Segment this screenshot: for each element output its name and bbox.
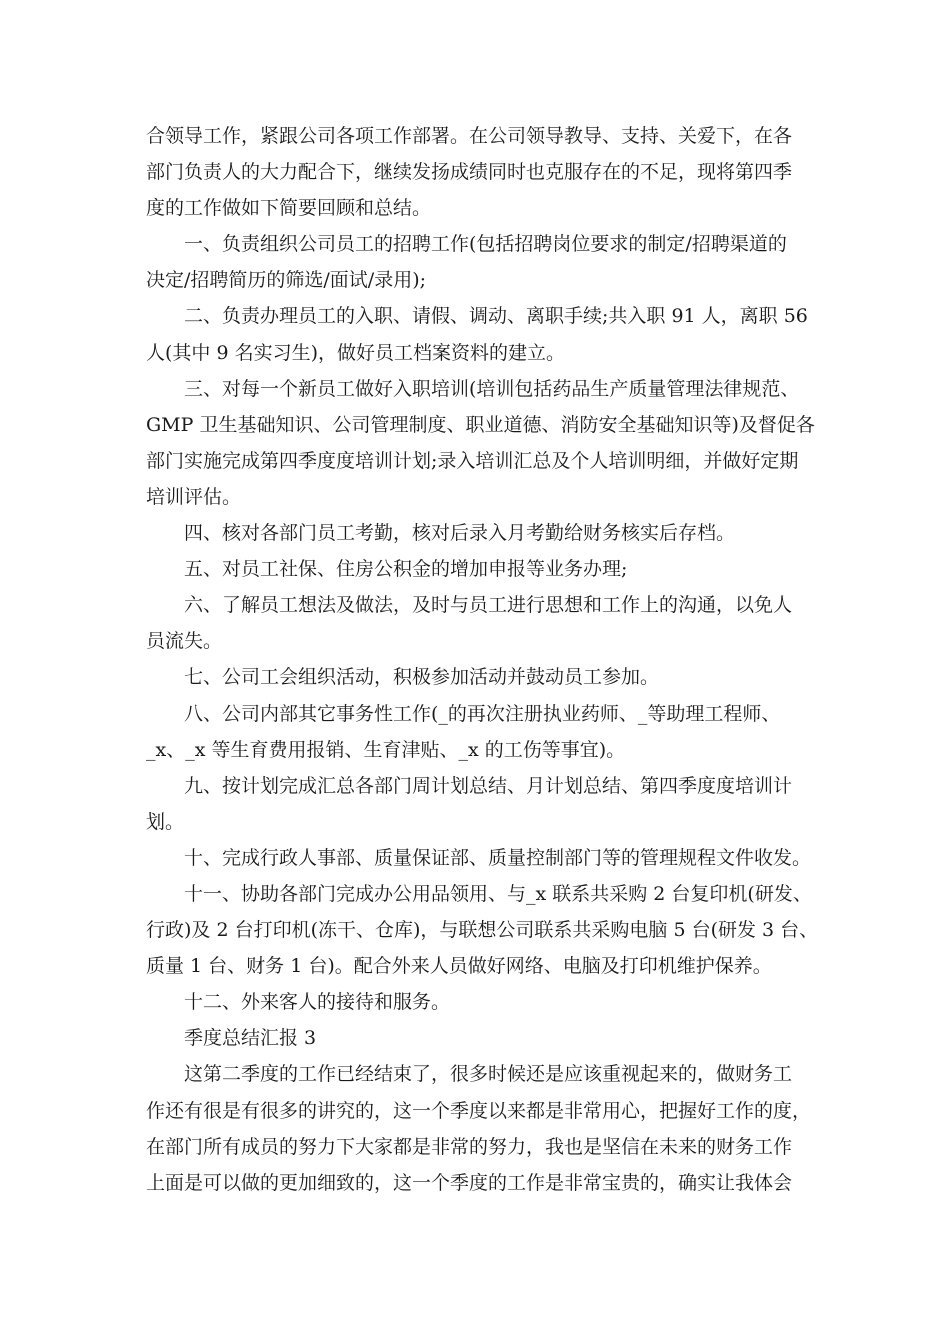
text-line: 二、负责办理员工的入职、请假、调动、离职手续;共入职 91 人，离职 56 bbox=[184, 305, 808, 328]
text-line: 八、公司内部其它事务性工作(_的再次注册执业药师、_等助理工程师、 bbox=[184, 702, 781, 725]
text-line: 在部门所有成员的努力下大家都是非常的努力，我也是坚信在未来的财务工作 bbox=[146, 1135, 793, 1158]
text-line: 部门实施完成第四季度度培训计划;录入培训汇总及个人培训明细，并做好定期 bbox=[146, 449, 799, 472]
text-line: 这第二季度的工作已经结束了，很多时候还是应该重视起来的，做财务工 bbox=[184, 1063, 793, 1086]
text-line: 三、对每一个新员工做好入职培训(培训包括药品生产质量管理法律规范、 bbox=[184, 377, 800, 400]
text-line: 部门负责人的大力配合下，继续发扬成绩同时也克服存在的不足，现将第四季 bbox=[146, 161, 793, 184]
text-line: 十二、外来客人的接待和服务。 bbox=[184, 991, 451, 1014]
text-line: 行政)及 2 台打印机(冻干、仓库)，与联想公司联系共采购电脑 5 台(研发 3 台、 bbox=[146, 919, 819, 942]
text-line: 七、公司工会组织活动，积极参加活动并鼓动员工参加。 bbox=[184, 666, 660, 689]
text-line: 季度总结汇报 3 bbox=[184, 1027, 317, 1050]
text-line: 度的工作做如下简要回顾和总结。 bbox=[146, 197, 432, 220]
text-line: 培训评估。 bbox=[146, 485, 242, 508]
text-line: 十、完成行政人事部、质量保证部、质量控制部门等的管理规程文件收发。 bbox=[184, 846, 812, 869]
text-line: GMP 卫生基础知识、公司管理制度、职业道德、消防安全基础知识等)及督促各 bbox=[146, 413, 815, 436]
text-line: 人(其中 9 名实习生)，做好员工档案资料的建立。 bbox=[146, 341, 565, 364]
text-line: 划。 bbox=[146, 810, 185, 833]
text-line: 员流失。 bbox=[146, 630, 223, 653]
text-line: _x、_x 等生育费用报销、生育津贴、_x 的工伤等事宜)。 bbox=[146, 738, 626, 761]
text-line: 九、按计划完成汇总各部门周计划总结、月计划总结、第四季度度培训计 bbox=[184, 774, 793, 797]
text-line: 四、核对各部门员工考勤，核对后录入月考勤给财务核实后存档。 bbox=[184, 522, 736, 545]
text-line: 六、了解员工想法及做法，及时与员工进行思想和工作上的沟通，以免人 bbox=[184, 594, 793, 617]
text-line: 一、负责组织公司员工的招聘工作(包括招聘岗位要求的制定/招聘渠道的 bbox=[184, 233, 787, 256]
document-body bbox=[146, 118, 819, 1201]
text-line: 作还有很是有很多的讲究的，这一个季度以来都是非常用心，把握好工作的度， bbox=[146, 1099, 812, 1122]
text-line: 五、对员工社保、住房公积金的增加申报等业务办理; bbox=[184, 558, 628, 581]
text-line: 十一、协助各部门完成办公用品领用、与_x 联系共采购 2 台复印机(研发、 bbox=[184, 882, 812, 905]
text-line: 上面是可以做的更加细致的，这一个季度的工作是非常宝贵的，确实让我体会 bbox=[146, 1171, 793, 1194]
text-line: 决定/招聘简历的筛选/面试/录用); bbox=[146, 269, 427, 292]
text-line: 质量 1 台、财务 1 台)。配合外来人员做好网络、电脑及打印机维护保养。 bbox=[146, 955, 772, 978]
text-line: 合领导工作，紧跟公司各项工作部署。在公司领导教导、支持、关爱下，在各 bbox=[146, 125, 793, 147]
